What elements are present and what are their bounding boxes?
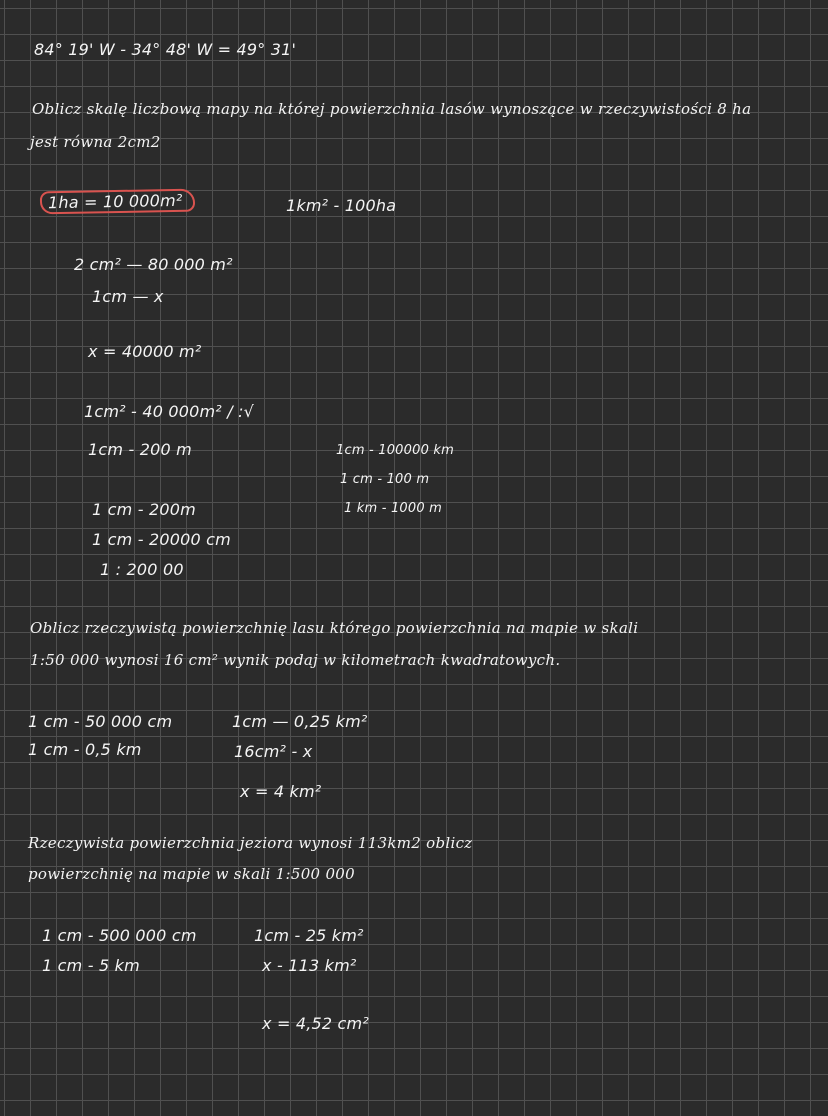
calc1-line-c: x = 40000 m² [88, 342, 202, 361]
task3-line2: powierzchnię na mapie w skali 1:500 000 [28, 865, 355, 883]
task2-line2: 1:50 000 wynosi 16 cm² wynik podaj w kilometrach kwadratowych. [30, 651, 561, 669]
side1-line-a: 1cm - 100000 km [336, 443, 454, 458]
calc1-line-b: 1cm — x [92, 287, 164, 306]
task2-line1: Oblicz rzeczywistą powierzchnię lasu którego powierzchnia na mapie w skali [30, 619, 639, 637]
calc2-right-b: 16cm² - x [234, 742, 313, 761]
calc3-right-c: x = 4,52 cm² [262, 1014, 369, 1033]
task3-line1: Rzeczywista powierzchnia jeziora wynosi 113km2 oblicz [28, 834, 473, 852]
calc3-right-a: 1cm - 25 km² [254, 926, 364, 945]
calc1-line-e: 1cm - 200 m [88, 440, 192, 459]
task1-line2: jest równa 2cm2 [30, 133, 161, 151]
calc2-right-c: x = 4 km² [240, 782, 322, 801]
calc1-scale-result: 1 : 200 00 [100, 560, 184, 579]
calc3-left-b: 1 cm - 5 km [42, 956, 140, 975]
hectare-conversion: 1ha = 10 000m² [40, 189, 195, 215]
side1-line-c: 1 km - 1000 m [344, 501, 443, 516]
calc2-left-b: 1 cm - 0,5 km [28, 740, 142, 759]
calc1-line-a: 2 cm² — 80 000 m² [74, 255, 233, 274]
km-conversion: 1km² - 100ha [286, 196, 397, 215]
calc1-line-g: 1 cm - 20000 cm [92, 530, 231, 549]
task1-line1: Oblicz skalę liczbową mapy na której powierzchnia lasów wynoszące w rzeczywistości 8 ha [32, 100, 752, 118]
calc1-line-d: 1cm² - 40 000m² / :√ [84, 402, 255, 421]
calc1-line-f: 1 cm - 200m [92, 500, 196, 519]
coordinates-difference: 84° 19' W - 34° 48' W = 49° 31' [34, 40, 297, 59]
calc2-left-a: 1 cm - 50 000 cm [28, 712, 173, 731]
side1-line-b: 1 cm - 100 m [340, 472, 430, 487]
calc2-right-a: 1cm — 0,25 km² [232, 712, 368, 731]
calc3-right-b: x - 113 km² [262, 956, 357, 975]
calc3-left-a: 1 cm - 500 000 cm [42, 926, 197, 945]
